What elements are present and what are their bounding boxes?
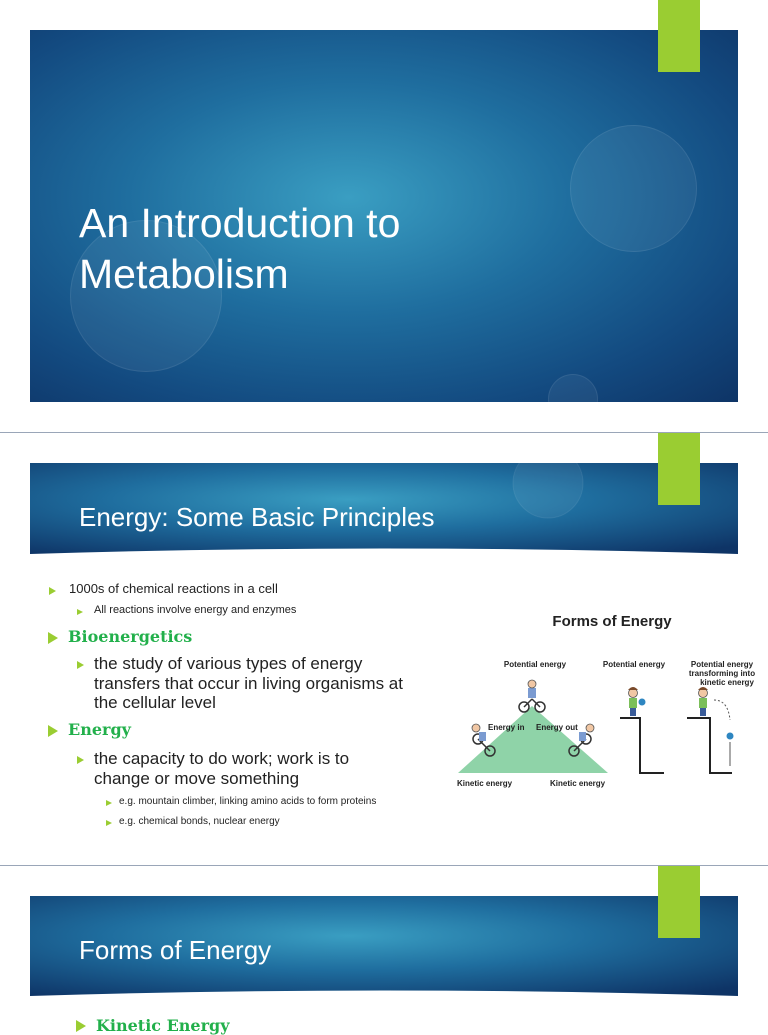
term-heading: Kinetic Energy: [96, 1016, 230, 1035]
bullet-text: e.g. mountain climber, linking amino acids to form proteins: [119, 796, 377, 807]
slide-title: Forms of Energy: [79, 935, 272, 965]
figure-label: kinetic energy: [700, 678, 754, 687]
figure-label: Kinetic energy: [457, 779, 513, 788]
bubble-decoration: [548, 374, 598, 424]
bullet-arrow-icon: [106, 820, 112, 826]
accent-tab: [658, 0, 700, 72]
term-heading: Bioenergetics: [68, 627, 193, 646]
bullet-arrow-icon: [76, 1020, 86, 1032]
figure-label: Potential energy: [503, 660, 567, 669]
bullet-arrow-icon: [49, 587, 56, 595]
bullet-text: [94, 749, 349, 788]
bullet-arrow-icon: [77, 661, 84, 669]
slide-title: Energy: Some Basic Principles: [79, 502, 435, 532]
figure-label: Energy in: [488, 723, 525, 732]
slide-1: [0, 0, 768, 432]
title-banner: [0, 433, 768, 563]
figure-label: transforming into: [688, 669, 756, 678]
bullet-text: All reactions involve energy and enzymes: [94, 604, 297, 616]
text-line: the study of various types of energy: [94, 654, 363, 673]
ledge-shape: [687, 718, 732, 773]
term-heading: Energy: [68, 720, 131, 739]
falling-arrow: [714, 700, 730, 720]
text-line: the capacity to do work; work is to: [94, 749, 350, 768]
bullet-text: e.g. chemical bonds, nuclear energy: [119, 816, 280, 827]
accent-tab: [658, 433, 700, 505]
figure-label: Potential energy: [602, 660, 666, 669]
figure-label: Kinetic energy: [550, 779, 606, 788]
bubble-decoration: [570, 125, 697, 252]
title-line: Metabolism: [79, 251, 289, 297]
presentation-title: [79, 198, 400, 300]
accent-tab: [658, 866, 700, 938]
person-dropping-ball-icon: [698, 687, 708, 716]
figure-label: Energy out: [536, 723, 578, 732]
slide-3: [0, 866, 768, 1035]
title-line: An Introduction to: [79, 200, 401, 246]
figure-title: Forms of Energy: [552, 613, 672, 630]
text-line: transfers that occur in living organisms at: [94, 673, 403, 693]
text-line: change or move something: [94, 768, 300, 788]
person-holding-ball-icon: [628, 687, 646, 716]
figure-label: Potential energy: [690, 660, 754, 669]
forms-of-energy-figure: [452, 608, 762, 808]
bullet-arrow-icon: [77, 609, 83, 615]
bullet-text: 1000s of chemical reactions in a cell: [69, 581, 278, 596]
bullet-arrow-icon: [77, 756, 84, 764]
ledge-shape: [620, 718, 664, 773]
bullet-arrow-icon: [48, 725, 58, 737]
bullet-arrow-icon: [48, 632, 58, 644]
falling-ball-icon: [727, 733, 734, 740]
bullet-arrow-icon: [106, 800, 112, 806]
slide-2: [0, 433, 768, 865]
text-line: the cellular level: [94, 693, 216, 712]
bullet-text: [94, 654, 403, 713]
